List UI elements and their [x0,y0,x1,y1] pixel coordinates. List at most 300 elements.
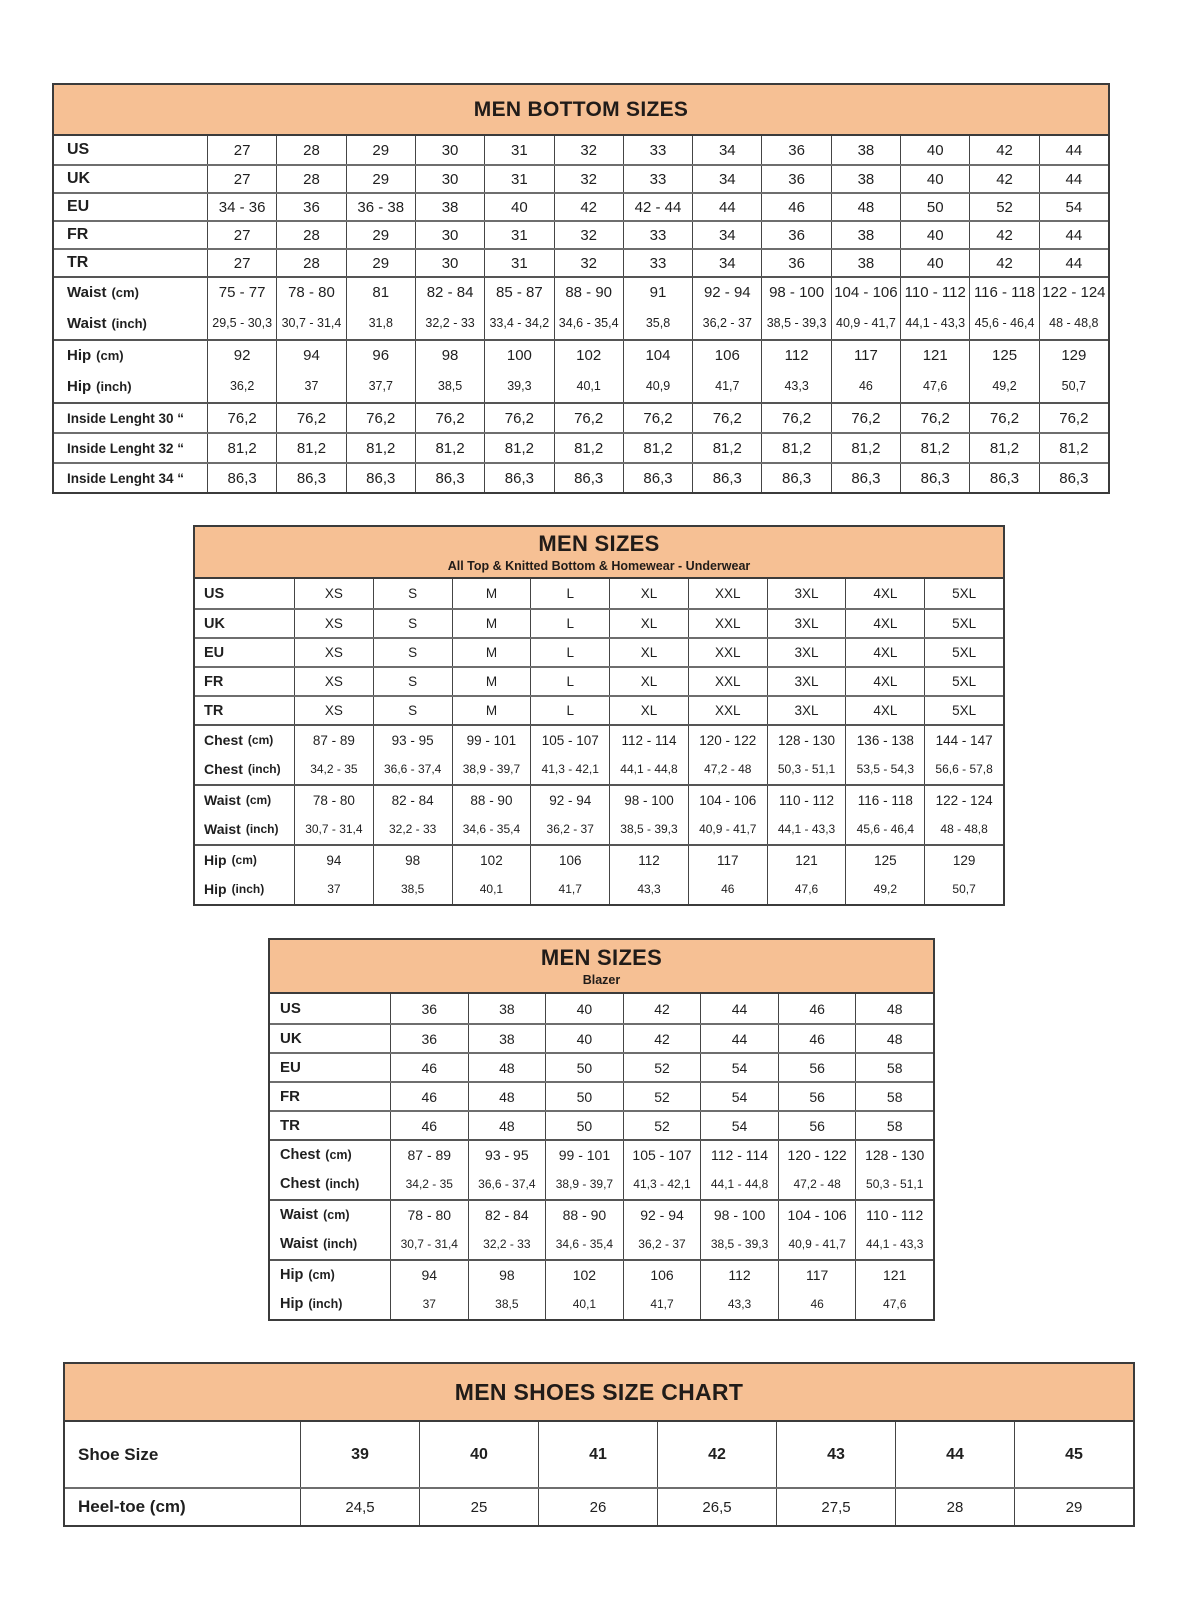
table-cell: 76,2 [969,404,1038,432]
table-cell: 47,2 - 48 [688,754,767,784]
table-cell: 28 [895,1489,1014,1525]
table-cell: 39 [300,1422,419,1487]
table-cell: 43,3 [609,874,688,904]
table-cell: 50 [545,1083,623,1110]
table-cell: 54 [700,1054,778,1081]
table-cell: 91 [623,278,692,307]
table-cell: 31 [484,136,553,164]
table-cell: 34 [692,136,761,164]
row-label-unit: (cm) [111,285,139,300]
table-cell: 50 [545,1054,623,1081]
table-cell: 117 [831,341,900,370]
row-label: Inside Lenght 34 “ [67,470,185,486]
table-row [195,637,1003,666]
table-cell: 27 [207,136,276,164]
row-label: US [280,1000,301,1017]
table-cell: 36,2 - 37 [692,307,761,339]
row-label-unit: (inch) [325,1177,360,1191]
table-cell: 56 [778,1054,856,1081]
table-cell: 5XL [924,579,1003,608]
table-cell: 40 [545,994,623,1023]
table-cell: 112 [761,341,830,370]
table-cell: 81,2 [415,434,484,462]
table-cell: 48 [468,1083,546,1110]
table-cell: 100 [484,341,553,370]
table-cell: 86,3 [900,464,969,492]
table-cell: 44,1 - 43,3 [900,307,969,339]
table-cell: 117 [778,1261,856,1289]
table-cell: 48 - 48,8 [1039,307,1108,339]
table-cell: 36 [761,166,830,192]
table-cell: 53,5 - 54,3 [845,754,924,784]
table-cell: XS [294,639,373,666]
table-cell: S [373,697,452,724]
table-cell: 29 [346,166,415,192]
table-cell: 76,2 [346,404,415,432]
table-cell: 42 [969,250,1038,276]
table-cell: 56 [778,1112,856,1139]
table-cell: 81,2 [1039,434,1108,462]
table-cell: 48 [855,1025,933,1052]
table-row [270,1259,933,1289]
table-cell: 28 [276,136,345,164]
table-cell: 40,9 - 41,7 [831,307,900,339]
table-cell: 3XL [767,579,846,608]
table-row [270,1081,933,1110]
table-cell: 32 [554,250,623,276]
table-cell: 36 [761,136,830,164]
table-row [195,844,1003,874]
table-cell: 44,1 - 44,8 [609,754,688,784]
row-label-unit: (inch) [245,822,279,836]
table-cell: 28 [276,222,345,248]
row-label: Waist (inch) [204,821,279,837]
table-cell: 25 [419,1489,538,1525]
table-cell: 45,6 - 46,4 [969,307,1038,339]
row-label-unit: (inch) [323,1237,358,1251]
table-cell: 46 [778,1289,856,1319]
table-cell: 106 [530,846,609,874]
row-label-unit: (inch) [308,1297,343,1311]
table-cell: XXL [688,697,767,724]
table-cell: 112 [700,1261,778,1289]
table-body [270,994,933,1319]
table-cell: 48 [468,1112,546,1139]
row-label: Waist (cm) [204,792,272,808]
table-row [195,608,1003,637]
table-body [195,579,1003,904]
table-cell: 38 [831,222,900,248]
table-cell: 27 [207,222,276,248]
table-cell: 42 [554,194,623,220]
table-cell: 38 [831,136,900,164]
row-label: TR [67,254,89,271]
table-cell: 102 [452,846,531,874]
table-cell: 42 [969,222,1038,248]
table-cell: 76,2 [692,404,761,432]
table-cell: 5XL [924,697,1003,724]
men-sizes-blazer-table [268,938,935,1321]
table-cell: 86,3 [623,464,692,492]
table-cell: 34 [692,250,761,276]
table-cell: XS [294,697,373,724]
table-cell: 44 [1039,250,1108,276]
table-row [54,248,1108,276]
table-row [54,462,1108,492]
table-row [54,339,1108,370]
table-cell: 86,3 [207,464,276,492]
row-label: Chest (inch) [280,1176,360,1192]
table-cell: 49,2 [969,370,1038,402]
row-label: EU [280,1059,301,1076]
table-cell: 86,3 [484,464,553,492]
table-cell: 36,6 - 37,4 [373,754,452,784]
table-cell: 122 - 124 [924,786,1003,814]
table-cell: 36,6 - 37,4 [468,1169,546,1199]
row-label-unit: (inch) [96,378,132,394]
row-label: Hip (cm) [280,1267,335,1283]
table-cell: 112 - 114 [609,726,688,754]
table-cell: XL [609,579,688,608]
table-cell: 40,9 - 41,7 [778,1229,856,1259]
table-cell: 87 - 89 [390,1141,468,1169]
table-cell: 81,2 [346,434,415,462]
table-cell: 40 [419,1422,538,1487]
table-cell: 52 [623,1112,701,1139]
table-cell: 45,6 - 46,4 [845,814,924,844]
table-cell: 41,7 [692,370,761,402]
table-cell: 94 [390,1261,468,1289]
table-cell: 93 - 95 [373,726,452,754]
table-cell: 37,7 [346,370,415,402]
table-row [270,1199,933,1229]
table-cell: 56,6 - 57,8 [924,754,1003,784]
table-cell: 40 [900,166,969,192]
table-cell: 92 - 94 [623,1201,701,1229]
table-cell: XXL [688,668,767,695]
table-cell: 26,5 [657,1489,776,1525]
table-header [270,940,933,994]
table-cell: 36,2 [207,370,276,402]
table-cell: 5XL [924,610,1003,637]
table-cell: 92 - 94 [692,278,761,307]
table-row [65,1487,1133,1525]
table-row [270,1169,933,1199]
table-cell: 82 - 84 [373,786,452,814]
table-row [195,754,1003,784]
men-shoes-size-chart-table [63,1362,1135,1527]
row-label-unit: (cm) [231,853,257,867]
table-cell: 38,5 [415,370,484,402]
row-label-unit: (cm) [308,1268,335,1282]
table-cell: 30,7 - 31,4 [294,814,373,844]
table-cell: 120 - 122 [688,726,767,754]
table-row [54,370,1108,402]
table-cell: 40,9 - 41,7 [688,814,767,844]
table-cell: 42 [623,994,701,1023]
table-cell: 104 - 106 [688,786,767,814]
table-cell: XXL [688,579,767,608]
table-cell: 125 [969,341,1038,370]
table-cell: 122 - 124 [1039,278,1108,307]
table-cell: 104 - 106 [831,278,900,307]
row-label: Heel-toe (cm) [78,1497,186,1516]
row-label: Hip (cm) [204,852,257,868]
table-cell: 46 [831,370,900,402]
table-cell: 34,6 - 35,4 [545,1229,623,1259]
table-cell: 42 [623,1025,701,1052]
table-cell: 112 - 114 [700,1141,778,1169]
table-cell: 4XL [845,639,924,666]
table-cell: 81,2 [692,434,761,462]
row-label: Hip (inch) [280,1296,343,1312]
table-cell: 36 - 38 [346,194,415,220]
table-cell: 40 [900,222,969,248]
table-row [65,1422,1133,1487]
table-cell: XS [294,579,373,608]
row-label: Waist (cm) [280,1207,350,1223]
table-cell: XXL [688,639,767,666]
table-cell: 102 [554,341,623,370]
row-label: UK [67,170,91,187]
men-bottom-sizes-table [52,83,1110,494]
table-cell: 44,1 - 44,8 [700,1169,778,1199]
table-cell: 46 [778,994,856,1023]
row-label: Waist (inch) [280,1236,358,1252]
table-cell: 31 [484,250,553,276]
table-cell: 47,6 [900,370,969,402]
table-cell: 40,1 [545,1289,623,1319]
table-cell: 110 - 112 [900,278,969,307]
table-cell: 78 - 80 [390,1201,468,1229]
table-cell: 86,3 [1039,464,1108,492]
table-cell: 38,9 - 39,7 [545,1169,623,1199]
table-cell: 81,2 [831,434,900,462]
table-cell: 41,3 - 42,1 [623,1169,701,1199]
table-row [54,192,1108,220]
table-cell: 44 [1039,222,1108,248]
table-cell: 50 [900,194,969,220]
table-cell: 42 [969,166,1038,192]
table-cell: 32 [554,222,623,248]
row-label-unit: (cm) [247,733,274,747]
table-cell: 28 [276,166,345,192]
table-cell: 38,5 [468,1289,546,1319]
table-cell: 99 - 101 [452,726,531,754]
table-row [54,136,1108,164]
table-cell: 129 [1039,341,1108,370]
table-cell: 29 [1014,1489,1133,1525]
table-cell: 43,3 [700,1289,778,1319]
table-cell: 30 [415,222,484,248]
table-cell: S [373,579,452,608]
table-cell: 52 [623,1083,701,1110]
table-cell: M [452,579,531,608]
table-cell: 50,7 [924,874,1003,904]
row-label: Hip (inch) [204,881,265,897]
table-cell: 98 - 100 [700,1201,778,1229]
table-cell: S [373,668,452,695]
table-cell: 38,9 - 39,7 [452,754,531,784]
table-cell: 98 [373,846,452,874]
table-cell: 50,3 - 51,1 [855,1169,933,1199]
table-cell: L [530,697,609,724]
table-cell: 54 [1039,194,1108,220]
table-cell: 92 - 94 [530,786,609,814]
table-cell: 102 [545,1261,623,1289]
table-row [195,784,1003,814]
table-cell: 30,7 - 31,4 [390,1229,468,1259]
table-cell: 33 [623,222,692,248]
table-cell: 36 [276,194,345,220]
table-cell: 110 - 112 [767,786,846,814]
table-cell: 54 [700,1083,778,1110]
table-cell: 94 [294,846,373,874]
table-cell: 98 [415,341,484,370]
table-cell: 98 - 100 [609,786,688,814]
table-cell: 125 [845,846,924,874]
table-cell: 86,3 [554,464,623,492]
table-cell: 106 [692,341,761,370]
table-cell: 27 [207,250,276,276]
table-cell: 5XL [924,639,1003,666]
table-cell: 116 - 118 [845,786,924,814]
table-cell: L [530,579,609,608]
table-cell: 34,2 - 35 [390,1169,468,1199]
table-cell: 128 - 130 [767,726,846,754]
table-cell: 33 [623,166,692,192]
table-row [54,276,1108,307]
table-header [195,527,1003,579]
table-cell: 88 - 90 [452,786,531,814]
table-cell: 26 [538,1489,657,1525]
table-cell: 44 [700,994,778,1023]
table-cell: 46 [390,1112,468,1139]
table-cell: 46 [761,194,830,220]
table-body [54,136,1108,492]
table-cell: 49,2 [845,874,924,904]
row-label: FR [67,226,89,243]
row-label: UK [204,615,225,632]
table-cell: 34 [692,222,761,248]
row-label: US [67,141,90,158]
table-cell: 76,2 [623,404,692,432]
table-cell: 3XL [767,610,846,637]
table-header [54,85,1108,136]
table-cell: 30 [415,166,484,192]
table-cell: 38,5 - 39,3 [761,307,830,339]
row-label-unit: (inch) [247,762,281,776]
table-cell: S [373,639,452,666]
table-cell: M [452,610,531,637]
table-cell: 144 - 147 [924,726,1003,754]
table-cell: 4XL [845,579,924,608]
table-cell: 32,2 - 33 [415,307,484,339]
table-cell: 38,5 - 39,3 [700,1229,778,1259]
table-cell: 28 [276,250,345,276]
table-cell: 98 - 100 [761,278,830,307]
row-label: UK [280,1030,302,1047]
table-cell: 41,3 - 42,1 [530,754,609,784]
table-cell: 76,2 [484,404,553,432]
row-label: Inside Lenght 32 “ [67,440,185,456]
table-cell: 54 [700,1112,778,1139]
table-cell: 50,3 - 51,1 [767,754,846,784]
table-cell: 44 [700,1025,778,1052]
table-cell: 76,2 [761,404,830,432]
table-row [270,994,933,1023]
table-cell: 81 [346,278,415,307]
table-cell: 36,2 - 37 [623,1229,701,1259]
table-cell: 32,2 - 33 [373,814,452,844]
table-cell: 33 [623,136,692,164]
table-cell: 36 [390,1025,468,1052]
table-cell: 39,3 [484,370,553,402]
table-cell: 58 [855,1112,933,1139]
table-cell: 86,3 [692,464,761,492]
table-cell: 47,6 [767,874,846,904]
table-cell: 86,3 [761,464,830,492]
table-cell: 5XL [924,668,1003,695]
table-cell: 48 [468,1054,546,1081]
table-cell: 96 [346,341,415,370]
table-cell: 85 - 87 [484,278,553,307]
table-cell: 29 [346,136,415,164]
table-cell: L [530,610,609,637]
table-cell: 50,7 [1039,370,1108,402]
row-label: Shoe Size [78,1444,159,1464]
table-cell: 38,5 [373,874,452,904]
table-cell: 112 [609,846,688,874]
row-label: Chest (cm) [280,1147,352,1163]
table-cell: 76,2 [1039,404,1108,432]
table-cell: 47,2 - 48 [778,1169,856,1199]
row-label-unit: (inch) [111,315,147,331]
table-row [195,695,1003,724]
table-header [65,1364,1133,1422]
table-cell: 99 - 101 [545,1141,623,1169]
row-label: TR [204,702,224,719]
row-label: TR [280,1117,300,1134]
table-cell: 34 [692,166,761,192]
row-label-unit: (cm) [245,793,272,807]
table-cell: XL [609,697,688,724]
table-cell: 120 - 122 [778,1141,856,1169]
table-subtitle: Blazer [582,973,621,987]
table-cell: 44,1 - 43,3 [855,1229,933,1259]
table-cell: XL [609,610,688,637]
table-cell: 98 [468,1261,546,1289]
table-cell: 106 [623,1261,701,1289]
row-label: Waist (inch) [67,314,147,332]
table-cell: 81,2 [554,434,623,462]
table-cell: 34 - 36 [207,194,276,220]
table-cell: 37 [294,874,373,904]
table-row [270,1052,933,1081]
row-label: FR [204,673,224,690]
table-cell: XS [294,668,373,695]
table-cell: 78 - 80 [294,786,373,814]
table-row [195,814,1003,844]
table-cell: 40 [900,136,969,164]
table-cell: 38,5 - 39,3 [609,814,688,844]
table-cell: 56 [778,1083,856,1110]
table-cell: 38 [831,250,900,276]
table-cell: 40,1 [554,370,623,402]
table-cell: 86,3 [969,464,1038,492]
row-label: US [204,585,225,602]
table-row [270,1289,933,1319]
